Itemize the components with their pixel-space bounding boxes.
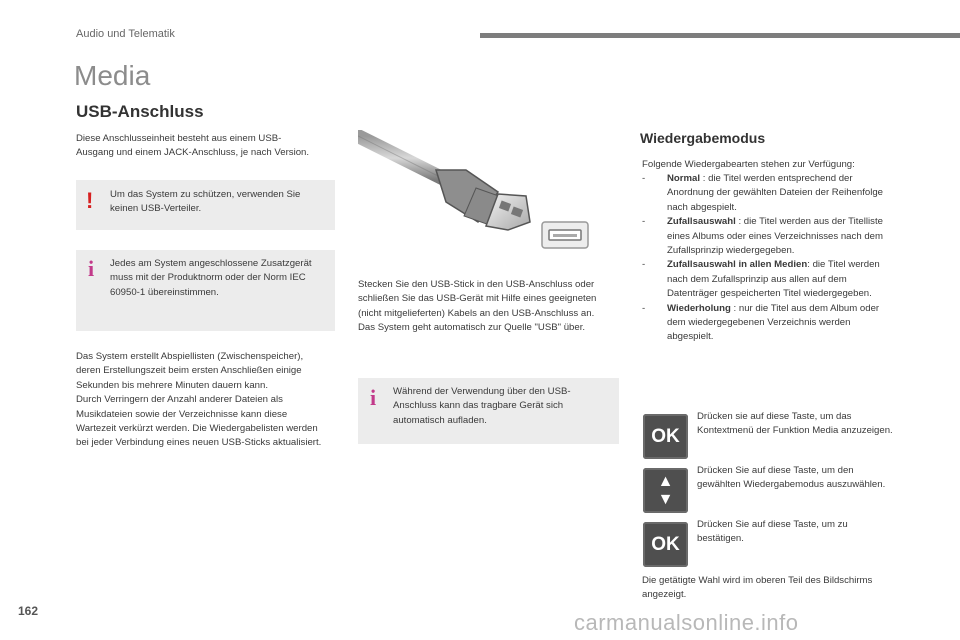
- warning-icon: !: [86, 188, 94, 213]
- mode-name: Zufallsauswahl: [667, 216, 736, 228]
- ok-button-image: OK: [643, 414, 688, 459]
- mode-description: die Titel werden entsprechend der Anordnung der gewählten Dateien der Reihenfolge nach abgespielt.: [667, 173, 884, 213]
- wiedergabe-intro: Folgende Wiedergabearten stehen zur Verfügung:: [642, 159, 855, 170]
- playlist-text: Das System erstellt Abspiellisten (Zwischenspeicher), deren Erstellungszeit beim ersten Anschließen einige Sekunden bis mehrere Minuten dauern kann. Durch Verringern der Anzahl anderer Dateien als Musikdateien sowie der Verzeichnisse kann diese Wartezeit verkürzt werden. Die Wiedergabelisten werden bei jeder Verbindung eines neuen USB-Sticks aktualisiert.: [76, 351, 322, 449]
- watermark: carmanualsonline.info: [574, 610, 799, 635]
- usb-intro: Diese Anschlusseinheit besteht aus einem USB-Ausgang und einem JACK-Anschluss, je nach Version.: [76, 133, 310, 159]
- section-label: Audio und Telematik: [76, 28, 175, 40]
- step1-text: Drücken sie auf diese Taste, um das Kontextmenü der Funktion Media anzuzeigen.: [697, 411, 893, 437]
- mode-item: [642, 258, 892, 301]
- usb-plug-illustration: [358, 130, 598, 258]
- mode-name: Wiederholung: [667, 302, 731, 314]
- header-bar: [480, 33, 960, 38]
- info-charge-text: Während der Verwendung über den USB-Anschluss kann das tragbare Gerät sich automatisch aufladen.: [393, 386, 571, 426]
- mode-name: Normal: [667, 173, 701, 184]
- info-icon: i: [88, 256, 95, 281]
- list-dash: -: [642, 259, 646, 271]
- mode-list: [642, 172, 892, 345]
- wiedergabe-heading: Wiedergabemodus: [640, 130, 766, 146]
- info-norm-text: Jedes am System angeschlossene Zusatzgerät muss mit der Produktnorm oder der Norm IEC 60950-1 übereinstimmen.: [110, 258, 312, 298]
- mode-separator: :: [807, 259, 813, 271]
- footer-note: Die getätigte Wahl wird im oberen Teil des Bildschirms angezeigt.: [642, 575, 873, 601]
- mode-item: [642, 215, 892, 258]
- insert-text: Stecken Sie den USB-Stick in den USB-Anschluss oder schließen Sie das USB-Gerät mit Hilfe eines geeigneten (nicht mitgelieferten) Kabels an den USB-Anschluss an. Das System geht automatisch zur Quelle "USB" über.: [358, 279, 597, 334]
- warning-text: Um das System zu schützen, verwenden Sie keinen USB-Verteiler.: [110, 189, 301, 215]
- mode-separator: :: [700, 173, 709, 184]
- list-dash: -: [642, 302, 646, 314]
- mode-item: [642, 302, 892, 345]
- step3-text: Drücken Sie auf diese Taste, um zu bestätigen.: [697, 519, 848, 545]
- ok-button-image: OK: [643, 522, 688, 567]
- arrow-buttons-image: [643, 468, 688, 513]
- mode-description: die Titel werden nach dem Zufallsprinzip aus allen auf dem Datenträger gespeicherten Titel wiedergegeben.: [667, 259, 880, 300]
- usb-port-icon: [542, 222, 588, 248]
- page-title: Media: [74, 60, 151, 91]
- list-dash: -: [642, 216, 646, 228]
- arrow-down-icon: ▼: [657, 490, 674, 508]
- mode-description: die Titel werden aus der Titelliste eines Albums oder eines Verzeichnisses nach dem Zufallsprinzip wiedergegeben.: [667, 216, 883, 257]
- arrow-up-icon: ▲: [657, 472, 674, 490]
- mode-item: [642, 172, 892, 215]
- mode-description: nur die Titel aus dem Album oder dem wiedergegebenen Verzeichnis werden abgespielt.: [667, 302, 880, 343]
- mode-separator: :: [735, 216, 744, 228]
- list-dash: -: [642, 173, 646, 184]
- step2-text: Drücken Sie auf diese Taste, um den gewählten Wiedergabemodus auszuwählen.: [697, 465, 886, 491]
- usb-heading: USB-Anschluss: [76, 102, 204, 121]
- info-icon: i: [370, 385, 377, 410]
- mode-separator: :: [730, 302, 739, 314]
- mode-name: Zufallsauswahl in allen Medien: [667, 259, 808, 271]
- page-number: 162: [18, 604, 39, 618]
